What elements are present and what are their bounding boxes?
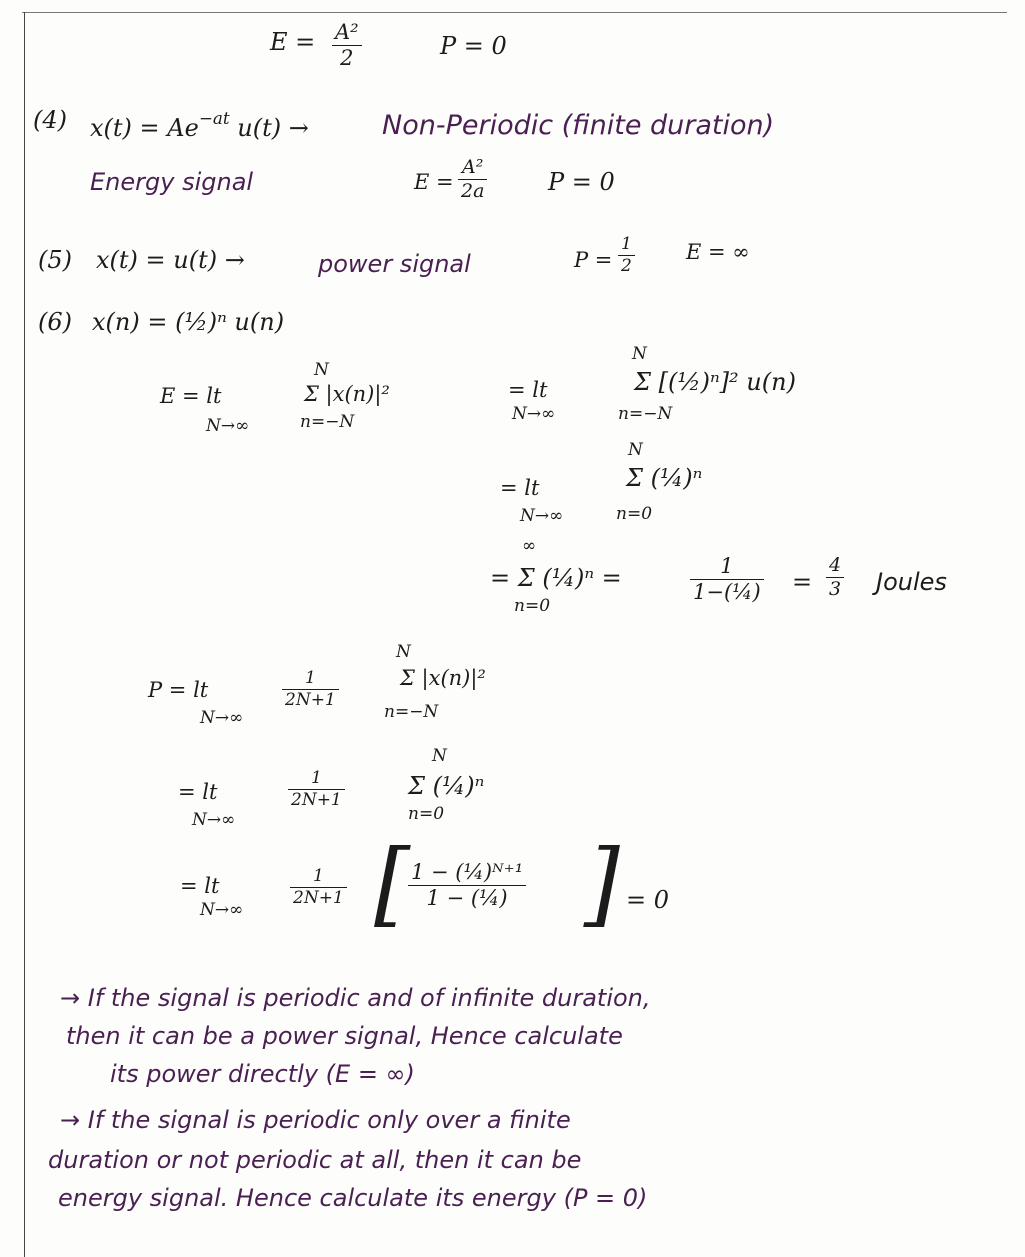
power-l3-fraction (290, 868, 347, 907)
energy-l3-sum-bot: n=0 (514, 596, 551, 616)
power-l3-big-num: 1 − (¼)ᴺ⁺¹ (411, 860, 524, 884)
energy-l3-result-num: 4 (829, 554, 842, 576)
power-l2-sub: N→∞ (192, 810, 236, 830)
item4-e-den: 2a (461, 180, 485, 202)
power-l3-result: = 0 (626, 886, 670, 914)
energy-l1-sum-top: N (314, 360, 329, 380)
power-l2-sum-top: N (432, 746, 447, 766)
item4-note: Non-Periodic (finite duration) (382, 110, 775, 141)
energy-l1-sub: N→∞ (206, 416, 250, 436)
power-l3-big-den: 1 − (¼) (426, 886, 508, 910)
item6-expr: x(n) = (½)ⁿ u(n) (92, 308, 285, 336)
note1-line3: its power directly (E = ∞) (110, 1060, 415, 1088)
item4-p: P = 0 (548, 168, 615, 196)
energy-l3-fraction (690, 556, 764, 603)
power-l1-sum-bot: n=−N (384, 702, 439, 722)
energy-l3-unit: Joules (876, 568, 947, 596)
power-l3-num: 1 (312, 866, 324, 886)
energy-l1-sum: Σ |x(n)|² (304, 382, 390, 406)
header-p: P = 0 (440, 32, 507, 60)
page-top-rule (22, 12, 1007, 13)
energy-l2-sum-bot: n=0 (616, 504, 653, 524)
item5-note: power signal (318, 250, 471, 278)
header-e-lhs: E = (270, 28, 316, 56)
item4-expr-main: x(t) = Ae (90, 113, 199, 142)
power-l2-sum-bot: n=0 (408, 804, 445, 824)
power-l3-big-fraction (408, 862, 526, 909)
power-l3-sub: N→∞ (200, 900, 244, 920)
power-l2-num: 1 (310, 768, 322, 788)
energy-l1-eq: = lt (508, 378, 548, 402)
energy-l1-sub2: N→∞ (512, 404, 556, 424)
item5-p-num: 1 (621, 234, 632, 254)
item6-label: (6) (38, 308, 72, 336)
note1-line1: → If the signal is periodic and of infinite duration, (60, 984, 651, 1012)
energy-l1-lhs: E = lt (160, 384, 222, 408)
note1-line2: then it can be a power signal, Hence calculate (66, 1022, 623, 1050)
page-margin-rule (24, 12, 25, 1257)
notebook-page: E = A² 2 P = 0 (4) $x(t) = Ae^{-at}$ u(t) → Non-Periodic (finite duration) Energy signal E = A² 2a P = 0 (5) x(t) = u(t) → power signal P = 1 2 E = ∞ (6) x(n) = (½)ⁿ u(n) E = lt N→∞ N Σ |x(n)|² n=−N = lt N→∞ N n=−N Σ [(½)ⁿ]² u(n) = lt N→∞ N n=0 Σ (¼)ⁿ ∞ n=0 = Σ (¼)ⁿ = 1 1−(¼) = 4 3 Joules P = lt N→∞ 1 2N+1 N n=−N Σ |x(n)|² = lt N→∞ 1 2N+1 N n=0 Σ (¼)ⁿ = lt N→∞ 1 2N+1 [ 1 − (¼)ᴺ⁺¹ 1 − (¼) ] = 0 → If the signal is periodic and of infinite duration, then it can be a power signal, Hence calculate its power directly (E = ∞) → If the signal is periodic only over a finite duration or not periodic at all, then it can be energy signal. Hence calculate its energy (P = 0) (0, 0, 1025, 1257)
item5-e: E = ∞ (686, 240, 750, 264)
power-l3-den: 2N+1 (293, 888, 344, 908)
item5-label: (5) (38, 246, 72, 274)
power-l1-fraction (282, 670, 339, 709)
power-l2-fraction (288, 770, 345, 809)
note2-line1: → If the signal is periodic only over a finite (60, 1106, 571, 1134)
energy-l1-sum2-top: N (632, 344, 647, 364)
item4-expr (90, 110, 309, 140)
power-l3-lhs: = lt (180, 874, 220, 898)
energy-l3-rhs: = Σ (¼)ⁿ = (490, 564, 622, 592)
energy-l2-eq: = lt (500, 476, 540, 500)
energy-l3-num: 1 (720, 554, 734, 578)
energy-l2-sub: N→∞ (520, 506, 564, 526)
item4-exponent: −at (198, 108, 230, 128)
header-e-fraction (332, 22, 362, 69)
power-l1-den: 2N+1 (285, 690, 336, 710)
power-l1-sub: N→∞ (200, 708, 244, 728)
energy-l1-sum2-bot: n=−N (618, 404, 673, 424)
item4-e-lhs: E = (414, 170, 454, 194)
item4-expr-tail: u(t) → (237, 113, 309, 142)
item5-p-fraction (618, 236, 635, 275)
energy-l2-sum-top: N (628, 440, 643, 460)
energy-l3-result (826, 556, 844, 599)
header-e-den: 2 (340, 46, 354, 70)
energy-l3-den: 1−(¼) (693, 580, 761, 604)
item4-sub-label: Energy signal (90, 168, 254, 196)
power-l2-lhs: = lt (178, 780, 218, 804)
power-l2-den: 2N+1 (291, 790, 342, 810)
header-e-num: A² (335, 20, 359, 44)
energy-l3-result-den: 3 (829, 578, 842, 600)
note2-line2: duration or not periodic at all, then it can be (48, 1146, 582, 1174)
energy-l3-eq: = (792, 568, 813, 596)
power-l1-sum-top: N (396, 642, 411, 662)
energy-l2-rhs: Σ (¼)ⁿ (626, 464, 703, 492)
item5-p-den: 2 (621, 256, 632, 276)
energy-l1-rhs: Σ [(½)ⁿ]² u(n) (634, 368, 796, 396)
item4-e-num: A² (462, 156, 484, 178)
item5-p-lhs: P = (574, 248, 613, 272)
energy-l1-sum-bot: n=−N (300, 412, 355, 432)
power-l2-rhs: Σ (¼)ⁿ (408, 772, 485, 800)
power-l1-num: 1 (304, 668, 316, 688)
power-l1-rhs: Σ |x(n)|² (400, 666, 486, 690)
note2-line3: energy signal. Hence calculate its energy (P = 0) (58, 1184, 648, 1212)
item4-label: (4) (33, 106, 67, 134)
item5-expr: x(t) = u(t) → (96, 246, 245, 274)
energy-l3-sum-top: ∞ (522, 536, 537, 556)
item4-e-fraction (458, 158, 487, 201)
power-l1-lhs: P = lt (148, 678, 209, 702)
